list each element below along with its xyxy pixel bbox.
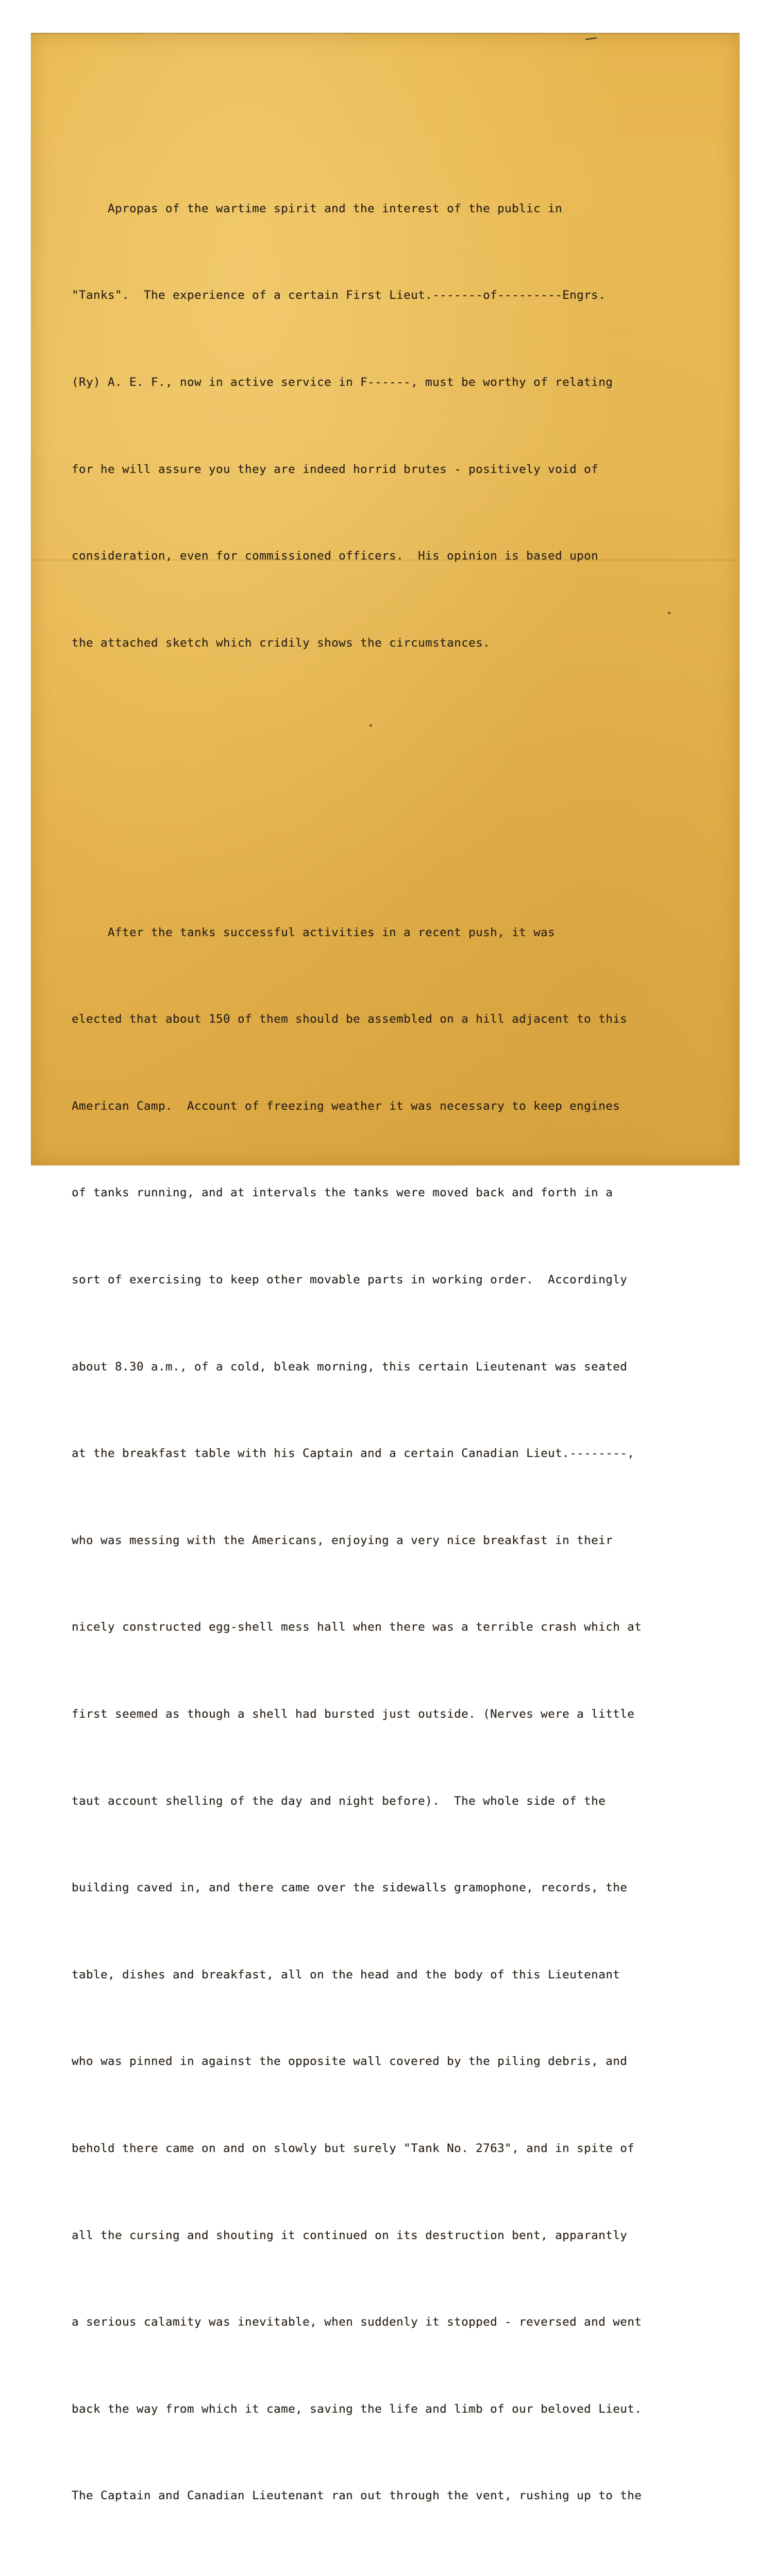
text-line: table, dishes and breakfast, all on the head and the body of this Lieutenant [72, 1968, 620, 1981]
text-line: all the cursing and shouting it continued on its destruction bent, apparantly [72, 2228, 628, 2242]
text-line: After the tanks successful activities in a recent push, it was [72, 925, 556, 939]
paragraph-2 [72, 860, 690, 2576]
text-line: Apropas of the wartime spirit and the interest of the public in [72, 201, 563, 215]
text-line: nicely constructed egg-shell mess hall when there was a terrible crash which at [72, 1620, 642, 1634]
text-line: behold there came on and on slowly but surely "Tank No. 2763", and in spite of [72, 2141, 635, 2155]
typewritten-page [31, 33, 740, 2503]
text-line: a serious calamity was inevitable, when suddenly it stopped - reversed and went [72, 2315, 642, 2329]
text-line: who was pinned in against the opposite wall covered by the piling debris, and [72, 2055, 628, 2069]
text-line: for he will assure you they are indeed horrid brutes - positively void of [72, 462, 599, 476]
text-line: "Tanks". The experience of a certain First Lieut.-------of---------Engrs. [72, 289, 606, 302]
paragraph-1 [72, 136, 690, 715]
text-line: who was messing with the Americans, enjoying a very nice breakfast in their [72, 1533, 613, 1547]
text-line: taut account shelling of the day and night before). The whole side of the [72, 1794, 606, 1808]
text-line: The Captain and Canadian Lieutenant ran out through the vent, rushing up to the [72, 2489, 642, 2503]
pen-mark [585, 37, 597, 40]
text-line [72, 2568, 690, 2576]
text-line: about 8.30 a.m., of a cold, bleak morning, this certain Lieutenant was seated [72, 1360, 628, 1374]
document-body [72, 78, 690, 2576]
text-line: the attached sketch which cridily shows the circumstances. [72, 636, 491, 650]
text-line: elected that about 150 of them should be assembled on a hill adjacent to this [72, 1012, 628, 1026]
text-line: (Ry) A. E. F., now in active service in F------, must be worthy of relating [72, 376, 613, 389]
text-line: American Camp. Account of freezing weather it was necessary to keep engines [72, 1099, 620, 1113]
text-line: first seemed as though a shell had bursted just outside. (Nerves were a little [72, 1707, 635, 1721]
text-line: consideration, even for commissioned officers. His opinion is based upon [72, 549, 599, 563]
text-line: building caved in, and there came over the sidewalls gramophone, records, the [72, 1881, 628, 1895]
paragraph-gap [72, 773, 690, 802]
text-line: sort of exercising to keep other movable parts in working order. Accordingly [72, 1273, 628, 1286]
text-line: back the way from which it came, saving the life and limb of our beloved Lieut. [72, 2402, 642, 2416]
text-line: at the breakfast table with his Captain and a certain Canadian Lieut.--------, [72, 1447, 635, 1461]
text-line: of tanks running, and at intervals the tanks were moved back and forth in a [72, 1186, 613, 1200]
